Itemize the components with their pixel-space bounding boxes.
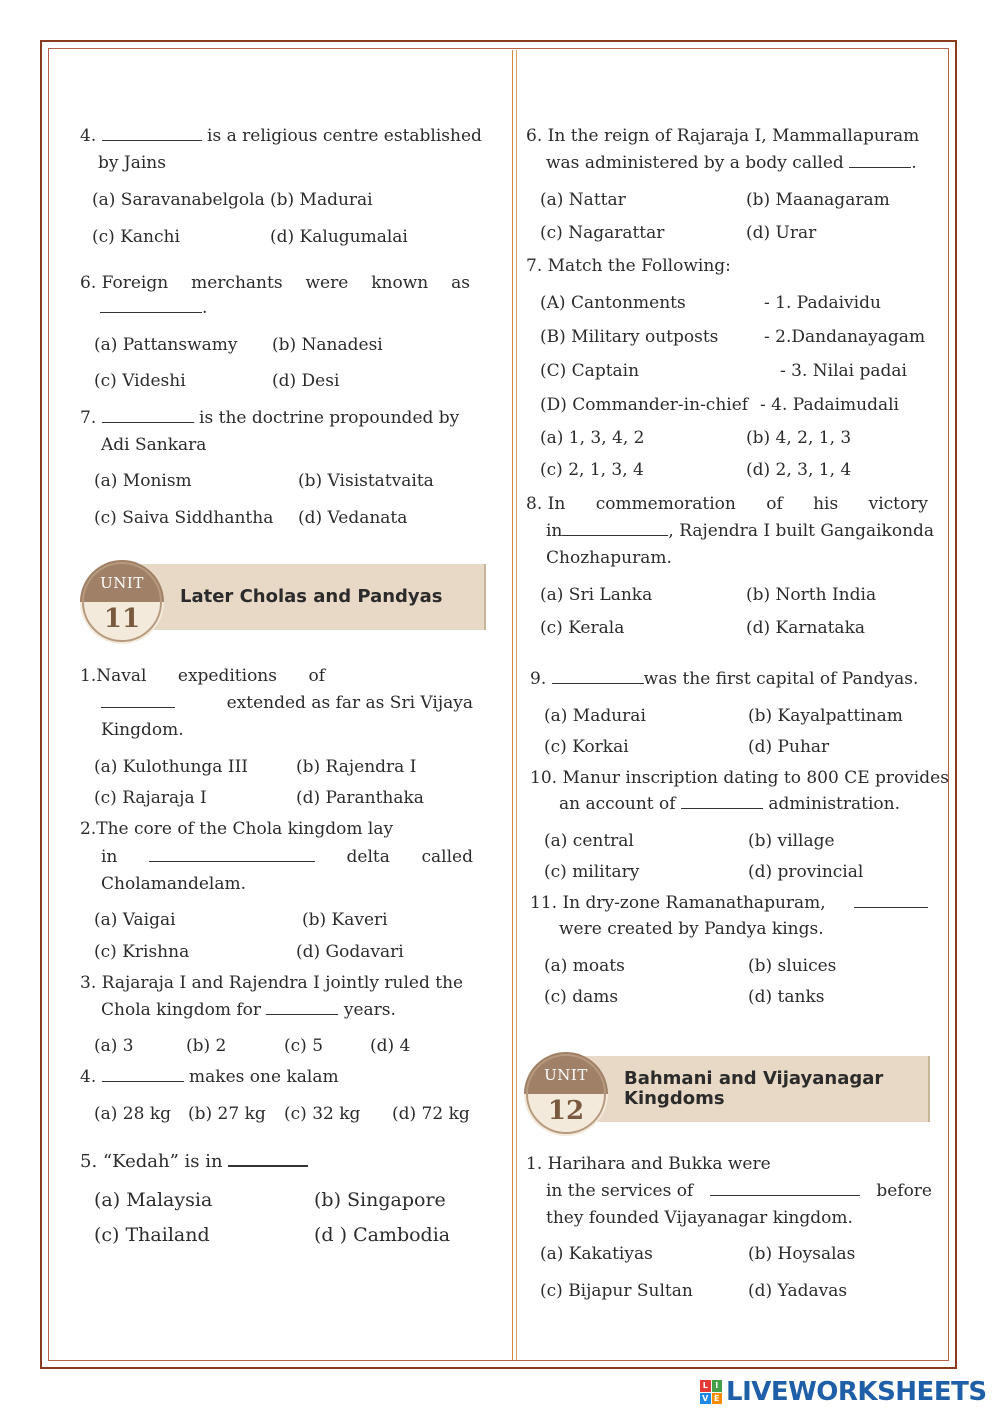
- option-d[interactable]: (d) Godavari: [296, 942, 404, 962]
- option-a[interactable]: (a) moats: [544, 956, 625, 976]
- option-d[interactable]: (d) Yadavas: [748, 1281, 848, 1301]
- word: merchants: [191, 273, 283, 293]
- option-c[interactable]: (c) Nagarattar: [540, 223, 665, 243]
- option-a[interactable]: (a) Sri Lanka: [540, 585, 653, 605]
- unit-title-bar: [554, 1056, 942, 1122]
- option-d[interactable]: (d) Desi: [272, 371, 340, 391]
- unit11-q1-line1: [80, 666, 325, 686]
- right-q10-line2: [559, 794, 900, 814]
- match-left-c: (C) Captain: [540, 361, 640, 381]
- option-d[interactable]: (d) 2, 3, 1, 4: [746, 460, 852, 480]
- word: commemoration: [595, 494, 736, 514]
- option-c[interactable]: (c) Videshi: [94, 371, 186, 391]
- option-c[interactable]: (c) 5: [284, 1036, 324, 1056]
- answer-blank[interactable]: [102, 1067, 184, 1082]
- unit-badge: [524, 1052, 608, 1136]
- question-7-line1: [80, 408, 459, 428]
- question-text: Manur inscription dating to 800 CE provides: [562, 768, 949, 788]
- question-number: 10.: [530, 768, 558, 788]
- right-q6-line2: was administered by a body called .: [546, 153, 917, 173]
- word: of: [766, 494, 783, 514]
- question-text: Chola kingdom for: [101, 1000, 262, 1020]
- option-b[interactable]: (b) North India: [746, 585, 877, 605]
- question-text: makes one kalam: [189, 1067, 339, 1087]
- option-d[interactable]: (d) Vedanata: [298, 508, 408, 528]
- unit-number: 12: [547, 1096, 585, 1126]
- question-number: 7.: [526, 256, 543, 276]
- word: as: [451, 273, 470, 293]
- right-q6-line1: [526, 126, 919, 146]
- answer-blank[interactable]: [854, 893, 928, 908]
- question-text: administration.: [768, 794, 901, 814]
- right-q8-line2: [546, 521, 934, 541]
- option-a[interactable]: (a) Kakatiyas: [540, 1244, 653, 1264]
- option-b[interactable]: (b) Hoysalas: [748, 1244, 856, 1264]
- answer-blank[interactable]: [552, 669, 644, 684]
- option-c[interactable]: (c) Rajaraja I: [94, 788, 207, 808]
- answer-blank[interactable]: [102, 408, 194, 423]
- unit-label: UNIT: [100, 574, 144, 592]
- question-number: 4.: [80, 1067, 97, 1087]
- option-b[interactable]: (b) Kayalpattinam: [748, 706, 903, 726]
- match-left-d: (D) Commander-in-chief: [540, 395, 749, 415]
- word: victory: [868, 494, 928, 514]
- word: his: [813, 494, 839, 514]
- unit-title: Later Cholas and Pandyas: [180, 586, 443, 607]
- option-b[interactable]: (b) Rajendra I: [296, 757, 417, 777]
- question-7-line2: Adi Sankara: [101, 435, 207, 455]
- unit-number: 11: [103, 604, 141, 634]
- right-q7-line1: [526, 256, 731, 276]
- option-c[interactable]: (c) Saiva Siddhantha: [94, 508, 274, 528]
- logo-mark-letter: V: [700, 1393, 711, 1405]
- logo-wordmark: LIVEWORKSHEETS: [726, 1377, 987, 1407]
- unit-badge: [80, 560, 164, 644]
- word: in: [101, 847, 118, 867]
- option-a[interactable]: (a) Malaysia: [94, 1189, 213, 1211]
- match-right-3: - 3. Nilai padai: [780, 361, 907, 381]
- answer-blank[interactable]: [100, 298, 202, 313]
- unit-title-line2: Kingdoms: [624, 1088, 725, 1109]
- option-b[interactable]: (b) sluices: [748, 956, 837, 976]
- answer-blank[interactable]: [681, 794, 763, 809]
- word: delta: [346, 847, 390, 867]
- question-text: is a religious centre established: [207, 126, 482, 146]
- question-text: in: [546, 521, 563, 541]
- match-left-b: (B) Military outposts: [540, 327, 719, 347]
- question-text: before: [876, 1181, 932, 1201]
- question-number: 5.: [80, 1151, 98, 1172]
- match-right-4: - 4. Padaimudali: [760, 395, 899, 415]
- match-right-1: - 1. Padaividu: [764, 293, 881, 313]
- option-c[interactable]: (c) Krishna: [94, 942, 190, 962]
- option-c[interactable]: (c) Bijapur Sultan: [540, 1281, 693, 1301]
- option-d[interactable]: (d ) Cambodia: [314, 1224, 451, 1246]
- unit11-q5-line1: [80, 1151, 308, 1172]
- question-text: In the reign of Rajaraja I, Mammallapuram: [547, 126, 920, 146]
- question-text: Rajaraja I and Rajendra I jointly ruled the: [101, 973, 464, 993]
- answer-blank[interactable]: [102, 126, 202, 141]
- question-number: 11.: [530, 893, 558, 913]
- option-d[interactable]: (d) tanks: [748, 987, 825, 1007]
- option-b[interactable]: (b) Nanadesi: [272, 335, 383, 355]
- question-number: 2.: [80, 819, 97, 839]
- word: called: [421, 847, 473, 867]
- option-c[interactable]: (c) 2, 1, 3, 4: [540, 460, 644, 480]
- option-a[interactable]: (a) 28 kg: [94, 1104, 172, 1124]
- right-q11-line1: [530, 893, 928, 913]
- option-b[interactable]: (b) 4, 2, 1, 3: [746, 428, 852, 448]
- question-number: 3.: [80, 973, 97, 993]
- question-text: years.: [343, 1000, 396, 1020]
- option-c[interactable]: (c) Kerala: [540, 618, 625, 638]
- question-number: 8.: [526, 494, 543, 514]
- option-a[interactable]: (a) Vaigai: [94, 910, 176, 930]
- question-4-line2: by Jains: [98, 153, 166, 173]
- question-6-line2: .: [100, 298, 207, 318]
- question-text: is the doctrine propounded by: [199, 408, 460, 428]
- unit-title-line1: Bahmani and Vijayanagar: [624, 1068, 884, 1089]
- unit11-q1-line2: [101, 693, 473, 713]
- word: of: [308, 666, 325, 686]
- word: Foreign: [101, 273, 169, 293]
- option-b[interactable]: (b) Madurai: [270, 190, 373, 210]
- question-text: in the services of: [546, 1181, 694, 1201]
- question-text: Match the Following:: [547, 256, 731, 276]
- question-text: Harihara and Bukka were: [547, 1154, 771, 1174]
- unit-label: UNIT: [544, 1066, 588, 1084]
- option-a[interactable]: (a) 3: [94, 1036, 134, 1056]
- option-d[interactable]: (d) 72 kg: [392, 1104, 470, 1124]
- unit11-q1-line3: Kingdom.: [101, 720, 184, 740]
- logo-mark-letter: I: [712, 1380, 723, 1392]
- logo-mark-letter: E: [712, 1393, 723, 1405]
- option-d[interactable]: (d) Urar: [746, 223, 817, 243]
- word: known: [371, 273, 429, 293]
- option-d[interactable]: (d) Karnataka: [746, 618, 865, 638]
- unit12-q1-line3: they founded Vijayanagar kingdom.: [546, 1208, 853, 1228]
- logo-mark-icon: [700, 1380, 722, 1404]
- question-text: “Kedah” is in: [102, 1151, 223, 1172]
- option-b[interactable]: (b) Kaveri: [302, 910, 388, 930]
- question-6-line1: [80, 273, 470, 293]
- question-number: 1.: [80, 666, 97, 686]
- word: expeditions: [177, 666, 277, 686]
- option-b[interactable]: (b) Singapore: [314, 1189, 446, 1211]
- word: Naval: [96, 666, 147, 686]
- option-b[interactable]: (b) 27 kg: [188, 1104, 266, 1124]
- option-a[interactable]: (a) Kulothunga III: [94, 757, 248, 777]
- unit-dots-decoration: ⋮: [480, 577, 498, 598]
- option-c[interactable]: (c) dams: [544, 987, 619, 1007]
- question-number: 6.: [526, 126, 543, 146]
- question-text: extended as far as Sri Vijaya: [226, 693, 473, 713]
- option-a[interactable]: (a) 1, 3, 4, 2: [540, 428, 645, 448]
- unit-12-header: [524, 1052, 942, 1126]
- question-4-line1: [80, 126, 482, 146]
- answer-blank[interactable]: [849, 153, 911, 168]
- unit11-q3-line1: [80, 973, 463, 993]
- answer-blank[interactable]: [101, 693, 175, 708]
- option-b[interactable]: (b) 2: [186, 1036, 227, 1056]
- right-q9-line1: [530, 669, 918, 689]
- answer-blank[interactable]: [228, 1151, 308, 1167]
- question-number: 4.: [80, 126, 97, 146]
- option-c[interactable]: (c) Thailand: [94, 1224, 210, 1246]
- unit11-q2-line2: [101, 847, 473, 867]
- option-a[interactable]: (a) Saravanabelgola: [92, 190, 265, 210]
- unit12-q1-line1: [526, 1154, 771, 1174]
- option-c[interactable]: (c) Kanchi: [92, 227, 180, 247]
- option-d[interactable]: (d) provincial: [748, 862, 864, 882]
- option-b[interactable]: (b) Maanagaram: [746, 190, 890, 210]
- word: were: [305, 273, 349, 293]
- option-b[interactable]: (b) Visistatvaita: [298, 471, 434, 491]
- option-a[interactable]: (a) Monism: [94, 471, 192, 491]
- right-q11-line2: were created by Pandya kings.: [559, 919, 824, 939]
- unit11-q4-line1: [80, 1067, 339, 1087]
- right-q10-line1: [530, 768, 949, 788]
- question-text: was administered by a body called: [546, 153, 844, 173]
- match-left-a: (A) Cantonments: [540, 293, 686, 313]
- column-divider: [512, 50, 513, 1360]
- question-number: 6.: [80, 273, 97, 293]
- option-c[interactable]: (c) military: [544, 862, 640, 882]
- unit11-q3-line2: [101, 1000, 396, 1020]
- question-number: 7.: [80, 408, 97, 428]
- option-a[interactable]: (a) Nattar: [540, 190, 626, 210]
- match-right-2: - 2.Dandanayagam: [764, 327, 926, 347]
- option-d[interactable]: (d) 4: [370, 1036, 411, 1056]
- liveworksheets-logo: [700, 1377, 987, 1407]
- option-a[interactable]: (a) central: [544, 831, 634, 851]
- answer-blank[interactable]: [266, 1000, 338, 1015]
- unit-dots-decoration: ⋮: [924, 1069, 942, 1090]
- word: In: [547, 494, 566, 514]
- logo-mark-letter: L: [700, 1380, 711, 1392]
- option-c[interactable]: (c) 32 kg: [284, 1104, 361, 1124]
- option-d[interactable]: (d) Puhar: [748, 737, 830, 757]
- column-divider-secondary: [516, 50, 517, 1360]
- right-q8-line3: Chozhapuram.: [546, 548, 672, 568]
- right-q8-line1: [526, 494, 928, 514]
- unit11-q2-line3: Cholamandelam.: [101, 874, 247, 894]
- unit11-q2-line1: [80, 819, 474, 839]
- option-d[interactable]: (d) Paranthaka: [296, 788, 424, 808]
- option-b[interactable]: (b) village: [748, 831, 835, 851]
- question-text: an account of: [559, 794, 676, 814]
- option-a[interactable]: (a) Madurai: [544, 706, 646, 726]
- answer-blank[interactable]: [149, 847, 315, 862]
- question-text: , Rajendra I built Gangaikonda: [668, 521, 935, 541]
- question-text: The core of the Chola kingdom lay: [96, 819, 394, 839]
- answer-blank[interactable]: [562, 521, 668, 536]
- unit-11-header: [80, 560, 498, 634]
- question-number: 1.: [526, 1154, 543, 1174]
- question-text: In dry-zone Ramanathapuram,: [562, 893, 826, 913]
- option-a[interactable]: (a) Pattanswamy: [94, 335, 238, 355]
- answer-blank[interactable]: [710, 1181, 860, 1196]
- option-d[interactable]: (d) Kalugumalai: [270, 227, 408, 247]
- question-text: was the first capital of Pandyas.: [643, 669, 919, 689]
- unit12-q1-line2: [546, 1181, 932, 1201]
- option-c[interactable]: (c) Korkai: [544, 737, 629, 757]
- question-number: 9.: [530, 669, 547, 689]
